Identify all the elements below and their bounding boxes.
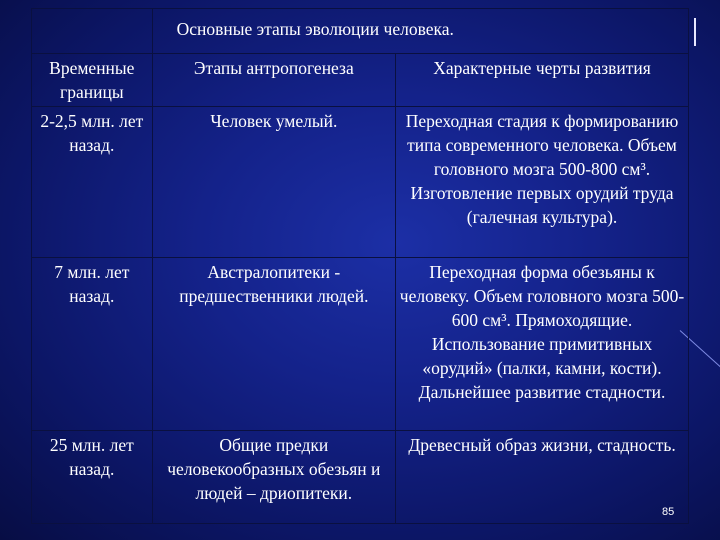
- table-title: Основные этапы эволюции человека.: [152, 9, 688, 54]
- header-stage: Этапы антропогенеза: [152, 54, 395, 107]
- header-time: Временные границы: [32, 54, 153, 107]
- table-row: [32, 431, 689, 524]
- header-traits: Характерные черты развития: [396, 54, 689, 107]
- decorative-vertical-line: [694, 18, 696, 46]
- cell-traits: Переходная стадия к формированию типа современного человека. Объем головного мозга 500-800 см³. Изготовление первых орудий труда (галечная культура).: [396, 107, 689, 258]
- table-row: [32, 258, 689, 431]
- page-number: 85: [662, 506, 675, 518]
- cell-stage: Австралопитеки - предшественники людей.: [152, 258, 395, 431]
- cell-time: 7 млн. лет назад.: [32, 258, 153, 431]
- table-row: [32, 107, 689, 258]
- cell-traits: Древесный образ жизни, стадность.: [396, 431, 689, 524]
- cell-traits: Переходная форма обезьяны к человеку. Объем головного мозга 500-600 см³. Прямоходящие. Использование примитивных «орудий» (палки, камни, кости). Дальнейшее развитие стадности.: [396, 258, 689, 431]
- cell-stage: Общие предки человекообразных обезьян и людей – дриопитеки.: [152, 431, 395, 524]
- title-empty-cell: [32, 9, 153, 54]
- cell-stage: Человек умелый.: [152, 107, 395, 258]
- table-title-row: [32, 9, 689, 54]
- table-header-row: [32, 54, 689, 107]
- cell-time: 2-2,5 млн. лет назад.: [32, 107, 153, 258]
- cell-time: 25 млн. лет назад.: [32, 431, 153, 524]
- evolution-stages-table: [31, 8, 689, 524]
